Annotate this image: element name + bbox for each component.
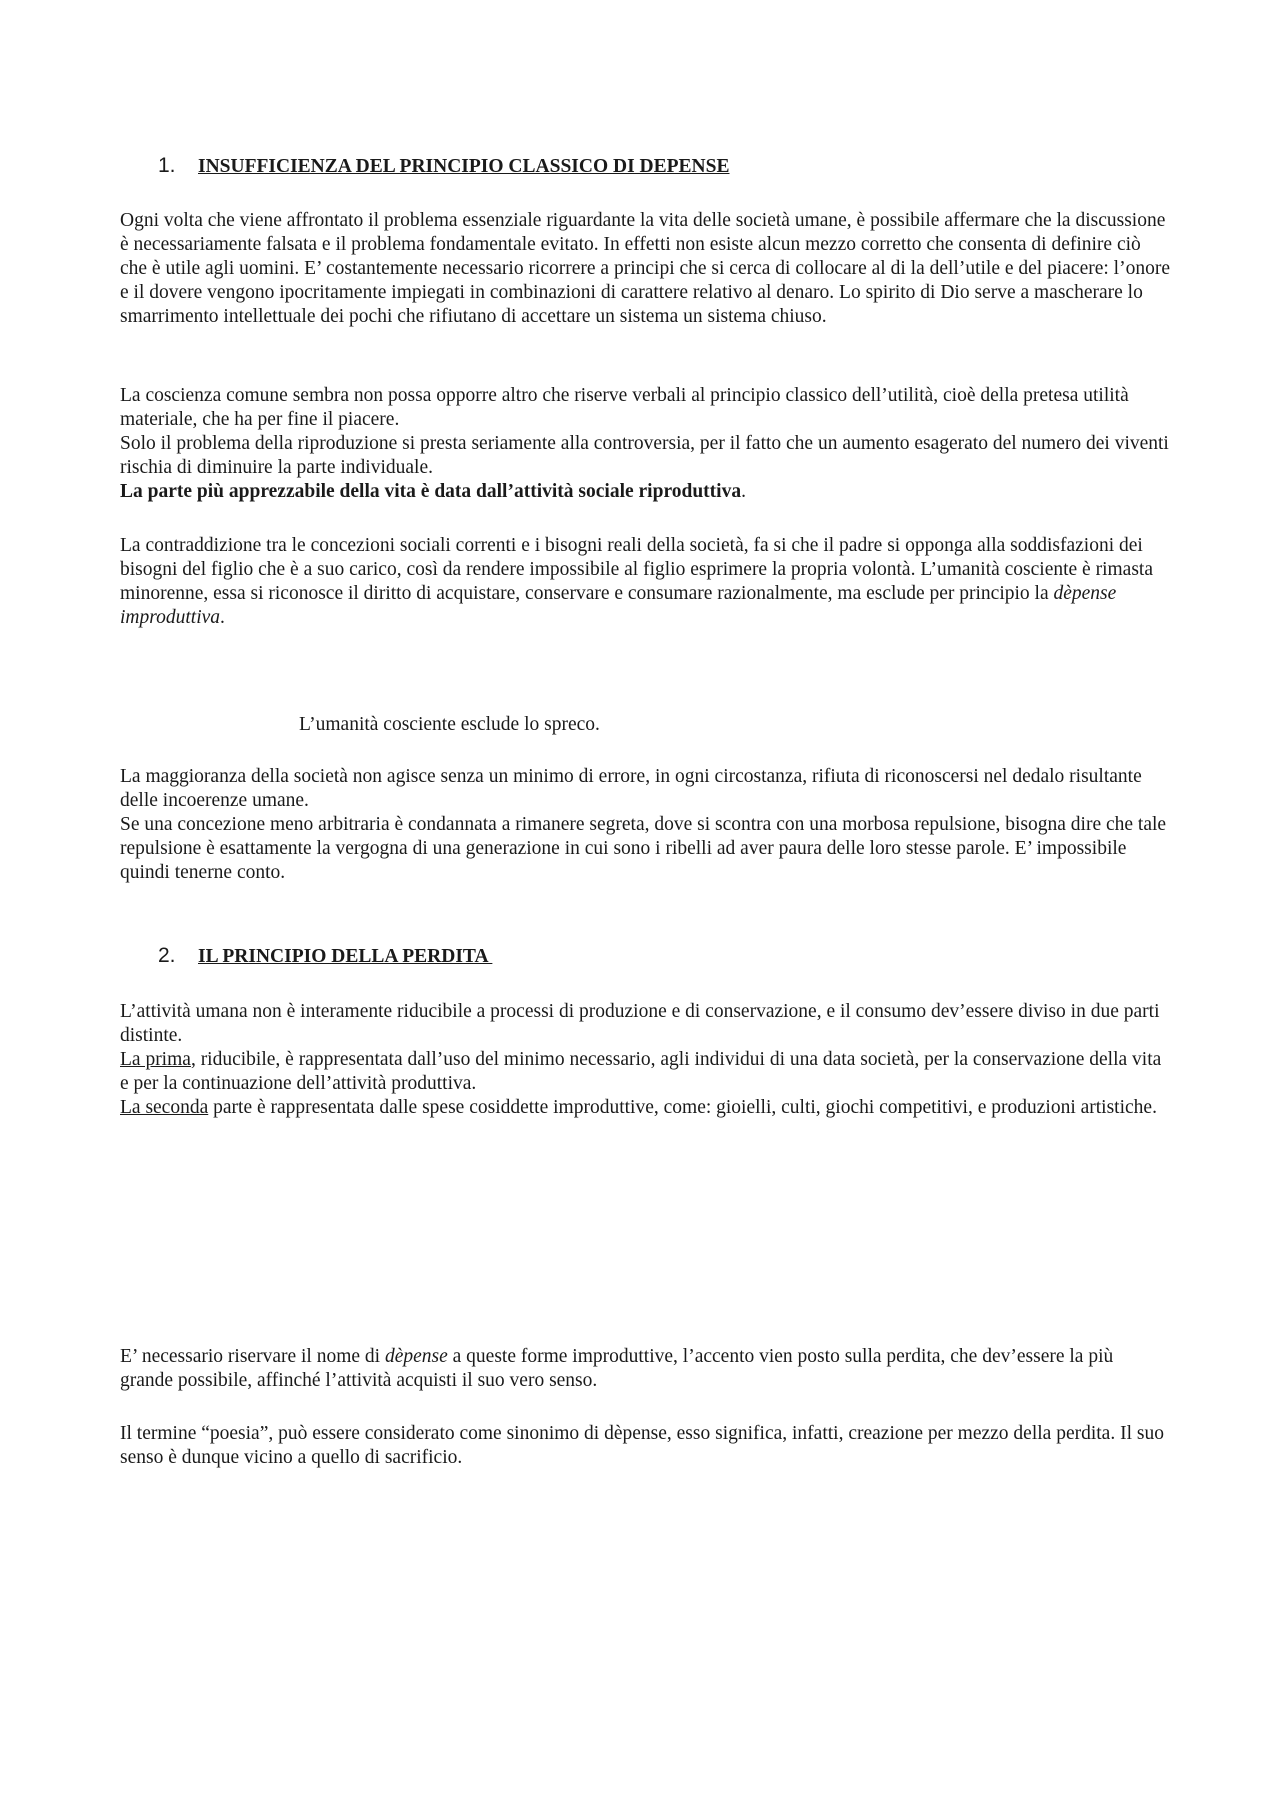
period: . (741, 481, 746, 502)
bold-statement: La parte più apprezzabile della vita è data dall’attività sociale riproduttiva (120, 481, 742, 502)
section-1-paragraph-4 (120, 765, 1170, 885)
text-run: E’ necessario riservare il nome di (120, 1346, 385, 1367)
paragraph-text: Se una concezione meno arbitraria è condannata a rimanere segreta, dove si scontra con una morbosa repulsione, bisogna dire che tale repulsione è esattamente la vergogna di una generazione in cui sono i ribelli ad aver paura delle loro stesse parole. E’ impossibile quindi tenerne conto. (120, 814, 1167, 883)
text-run: La contraddizione tra le concezioni sociali correnti e i bisogni reali della società, fa si che il padre si opponga alla soddisfazioni dei bisogni del figlio che è a suo carico, così da rendere impossibile al figlio esprimere la propria volontà. L’umanità cosciente è rimasta minorenne, essa si riconosce il diritto di acquistare, conservare e consumare razionalmente, ma esclude per principio la (120, 535, 1153, 604)
text-run: a queste forme improduttive, l’accento vien posto sulla perdita, che dev’essere la più grande possibile, affinché l’attività acquisti il suo vero senso. (120, 1346, 1114, 1391)
section-1-paragraph-3 (120, 534, 1170, 630)
section-2-heading (158, 944, 492, 969)
underlined-term: La seconda (120, 1097, 209, 1118)
section-1-heading (158, 154, 730, 179)
underlined-term: La prima (120, 1049, 191, 1070)
paragraph-text: La coscienza comune sembra non possa opporre altro che riserve verbali al principio classico dell’utilità, cioè della pretesa utilità materiale, che ha per fine il piacere. (120, 385, 1129, 430)
section-2-paragraph-3 (120, 1422, 1170, 1470)
paragraph-text: L’attività umana non è interamente riducibile a processi di produzione e di conservazione, e il consumo dev’essere diviso in due parti distinte. (120, 1001, 1160, 1046)
section-2-title: IL PRINCIPIO DELLA PERDITA (198, 946, 493, 967)
paragraph-text (120, 1048, 1170, 1096)
italic-term: dèpense improduttiva (120, 583, 1117, 628)
paragraph-text (120, 534, 1170, 630)
text-run: , riducibile, è rappresentata dall’uso del minimo necessario, agli individui di una data società, per la conservazione della vita e per la continuazione dell’attività produttiva. (120, 1049, 1162, 1094)
paragraph-text: Solo il problema della riproduzione si presta seriamente alla controversia, per il fatto che un aumento esagerato del numero dei viventi rischia di diminuire la parte individuale. (120, 433, 1169, 478)
section-1-title: INSUFFICIENZA DEL PRINCIPIO CLASSICO DI DEPENSE (198, 156, 730, 177)
section-2-number: 2. (158, 944, 176, 967)
paragraph-text: Il termine “poesia”, può essere considerato come sinonimo di dèpense, esso significa, infatti, creazione per mezzo della perdita. Il suo senso è dunque vicino a quello di sacrificio. (120, 1423, 1164, 1468)
paragraph-text (120, 1096, 1170, 1120)
section-1-number: 1. (158, 154, 176, 177)
section-2-paragraph-2 (120, 1345, 1170, 1393)
period: . (220, 607, 225, 628)
centered-quote: L’umanità cosciente esclude lo spreco. (299, 714, 600, 735)
section-1-paragraph-1 (120, 209, 1170, 329)
text-run: parte è rappresentata dalle spese cosiddette improduttive, come: gioielli, culti, giochi competitivi, e produzioni artistiche. (208, 1097, 1157, 1118)
section-2-paragraph-1 (120, 1000, 1170, 1120)
paragraph-text: Ogni volta che viene affrontato il problema essenziale riguardante la vita delle società umane, è possibile affermare che la discussione è necessariamente falsata e il problema fondamentale evitato. In effetti non esiste alcun mezzo corretto che consenta di definire ciò che è utile agli uomini. E’ costantemente necessario ricorrere a principi che si cerca di collocare al di la dell’utile e del piacere: l’onore e il dovere vengono ipocritamente impiegati in combinazioni di carattere relativo al denaro. Lo spirito di Dio serve a mascherare lo smarrimento intellettuale dei pochi che rifiutano di accettare un sistema un sistema chiuso. (120, 210, 1170, 327)
paragraph-text (120, 1345, 1170, 1393)
italic-term: dèpense (384, 1346, 448, 1367)
section-1-paragraph-2 (120, 384, 1170, 504)
paragraph-text: La maggioranza della società non agisce senza un minimo di errore, in ogni circostanza, rifiuta di riconoscersi nel dedalo risultante delle incoerenze umane. (120, 766, 1142, 811)
bold-statement-line (120, 480, 1170, 504)
